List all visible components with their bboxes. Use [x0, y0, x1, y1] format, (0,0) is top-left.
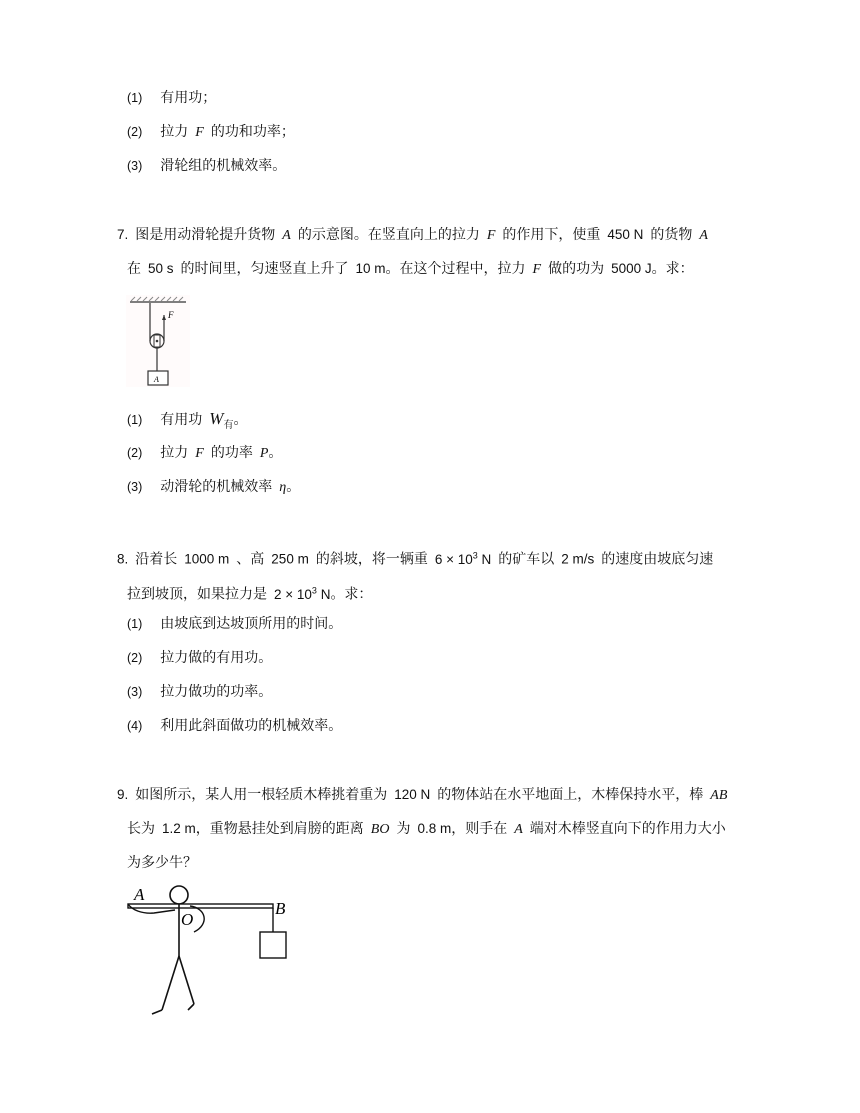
value-force — [274, 587, 330, 602]
text: 的货物 — [650, 227, 693, 243]
q8-sub-3 — [127, 682, 272, 702]
stick-figure-diagram — [120, 880, 310, 1022]
q8-line-2 — [127, 580, 372, 605]
text: 如图所示，某人用一根轻质木棒挑着重为 — [135, 787, 388, 803]
q7-sub-1 — [127, 409, 247, 436]
pulley-figure — [126, 295, 190, 387]
var-a: A — [699, 228, 708, 243]
value-length: 1.2 m — [162, 821, 196, 836]
text: 动滑轮的机械效率 — [160, 479, 273, 495]
var-f: F — [532, 262, 542, 277]
var-a: A — [514, 822, 523, 837]
value-weight: 120 N — [394, 787, 431, 802]
text: 利用此斜面做功的机械效率。 — [160, 718, 343, 734]
text: 。在这个过程中，拉力 — [385, 261, 526, 277]
var-bo: BO — [370, 822, 390, 837]
q8-sub-4 — [127, 716, 342, 736]
value-work: 5000 J — [611, 261, 652, 276]
item-text: 的功和功率； — [210, 124, 295, 140]
var-f: F — [486, 228, 496, 243]
text: 的斜坡，将一辆重 — [315, 551, 428, 568]
pulley-axle — [156, 340, 159, 343]
symbol-eta: η — [279, 480, 287, 495]
item-number: (2) — [127, 446, 143, 460]
item-number: (2) — [127, 125, 143, 139]
q7-line-1 — [117, 225, 708, 246]
q8-sub-1 — [127, 614, 342, 634]
text: 的示意图。在竖直向上的拉力 — [297, 227, 480, 243]
leg-left — [162, 956, 179, 1010]
label-b: B — [275, 899, 286, 918]
var-ab: AB — [710, 788, 728, 803]
text: 的速度由坡底匀速 — [601, 551, 714, 568]
text: 拉力 — [160, 445, 189, 461]
symbol-w: W — [209, 409, 224, 428]
q8-line-1 — [117, 545, 713, 570]
text: 端对木棒竖直向下的作用力大小 — [529, 821, 726, 837]
text: 在 — [127, 261, 141, 277]
top-item-1 — [127, 88, 216, 108]
text: 为 — [396, 821, 411, 837]
value-force-exp: 3 — [311, 585, 317, 595]
value-length: 1000 m — [184, 551, 230, 567]
value-speed: 2 m/s — [561, 551, 595, 567]
text: 的作用下，使重 — [502, 227, 601, 243]
text: 沿着长 — [135, 551, 178, 568]
value-height: 250 m — [271, 551, 309, 567]
text: 的矿车以 — [498, 551, 555, 568]
value-distance: 0.8 m — [417, 821, 452, 836]
value-height: 10 m — [355, 261, 386, 276]
q9-line-3 — [127, 853, 197, 873]
text: 拉力做的有用功。 — [160, 650, 273, 666]
q7-line-2 — [127, 259, 694, 280]
question-number: 8. — [117, 551, 129, 567]
text: 拉力做功的功率。 — [160, 684, 273, 700]
top-item-3 — [127, 156, 286, 176]
label-f: F — [168, 310, 174, 320]
text: 、高 — [236, 551, 265, 568]
label-a: A — [134, 885, 145, 904]
q9-line-1 — [117, 785, 727, 806]
q7-sub-2 — [127, 443, 282, 464]
label-a: A — [154, 375, 159, 384]
text: 拉到坡顶，如果拉力是 — [127, 586, 267, 603]
var-f: F — [195, 125, 204, 140]
item-number: (1) — [127, 413, 143, 427]
item-text: 拉力 — [160, 124, 189, 140]
item-text: 滑轮组的机械效率。 — [160, 158, 287, 174]
value-force-unit: N — [316, 586, 331, 602]
text: 的物体站在水平地面上，木棒保持水平，棒 — [437, 787, 704, 803]
text: 的时间里，匀速竖直上升了 — [180, 261, 349, 277]
var-a: A — [282, 228, 291, 243]
text: 图是用动滑轮提升货物 — [135, 227, 276, 243]
head — [170, 886, 188, 904]
question-number: 9. — [117, 787, 129, 802]
text: ，则手在 — [451, 821, 508, 837]
text: 的功率 — [210, 445, 253, 461]
symbol-subscript: 有 — [223, 420, 234, 431]
leg-right — [179, 956, 194, 1004]
q9-line-2 — [127, 819, 726, 840]
item-text: 有用功； — [160, 90, 217, 106]
foot-right — [188, 1004, 194, 1010]
value-weight — [435, 552, 491, 567]
text: 做的功为 — [548, 261, 605, 277]
text: 。求： — [330, 586, 373, 603]
text: 为多少牛？ — [127, 855, 197, 871]
label-o: O — [181, 910, 194, 929]
item-number: (1) — [127, 617, 143, 631]
question-number: 7. — [117, 227, 129, 242]
text: 。 — [286, 479, 301, 495]
weight-box — [260, 932, 286, 958]
text: 由坡底到达坡顶所用的时间。 — [160, 616, 343, 632]
var-f: F — [195, 446, 204, 461]
value-force-base: 2 × 10 — [274, 586, 312, 602]
text: 。 — [233, 412, 248, 428]
value-weight-base: 6 × 10 — [434, 551, 473, 567]
text: 长为 — [127, 821, 155, 837]
top-item-2 — [127, 122, 295, 143]
text: 有用功 — [160, 412, 203, 428]
item-number: (3) — [127, 480, 143, 494]
value-weight-exp: 3 — [472, 550, 478, 560]
item-number: (1) — [127, 91, 143, 105]
value-time: 50 s — [148, 261, 174, 276]
item-number: (4) — [127, 719, 143, 733]
value-weight: 450 N — [607, 227, 644, 242]
wooden-stick — [128, 904, 273, 908]
text: ，重物悬挂处到肩膀的距离 — [195, 821, 364, 837]
text: 。求： — [651, 261, 694, 277]
item-number: (3) — [127, 685, 143, 699]
q7-sub-3 — [127, 477, 300, 498]
text: 。 — [268, 445, 283, 461]
item-number: (3) — [127, 159, 143, 173]
q8-sub-2 — [127, 648, 272, 668]
item-number: (2) — [127, 651, 143, 665]
value-weight-unit: N — [477, 551, 492, 567]
symbol-p: P — [259, 446, 269, 461]
foot-left — [152, 1010, 162, 1014]
